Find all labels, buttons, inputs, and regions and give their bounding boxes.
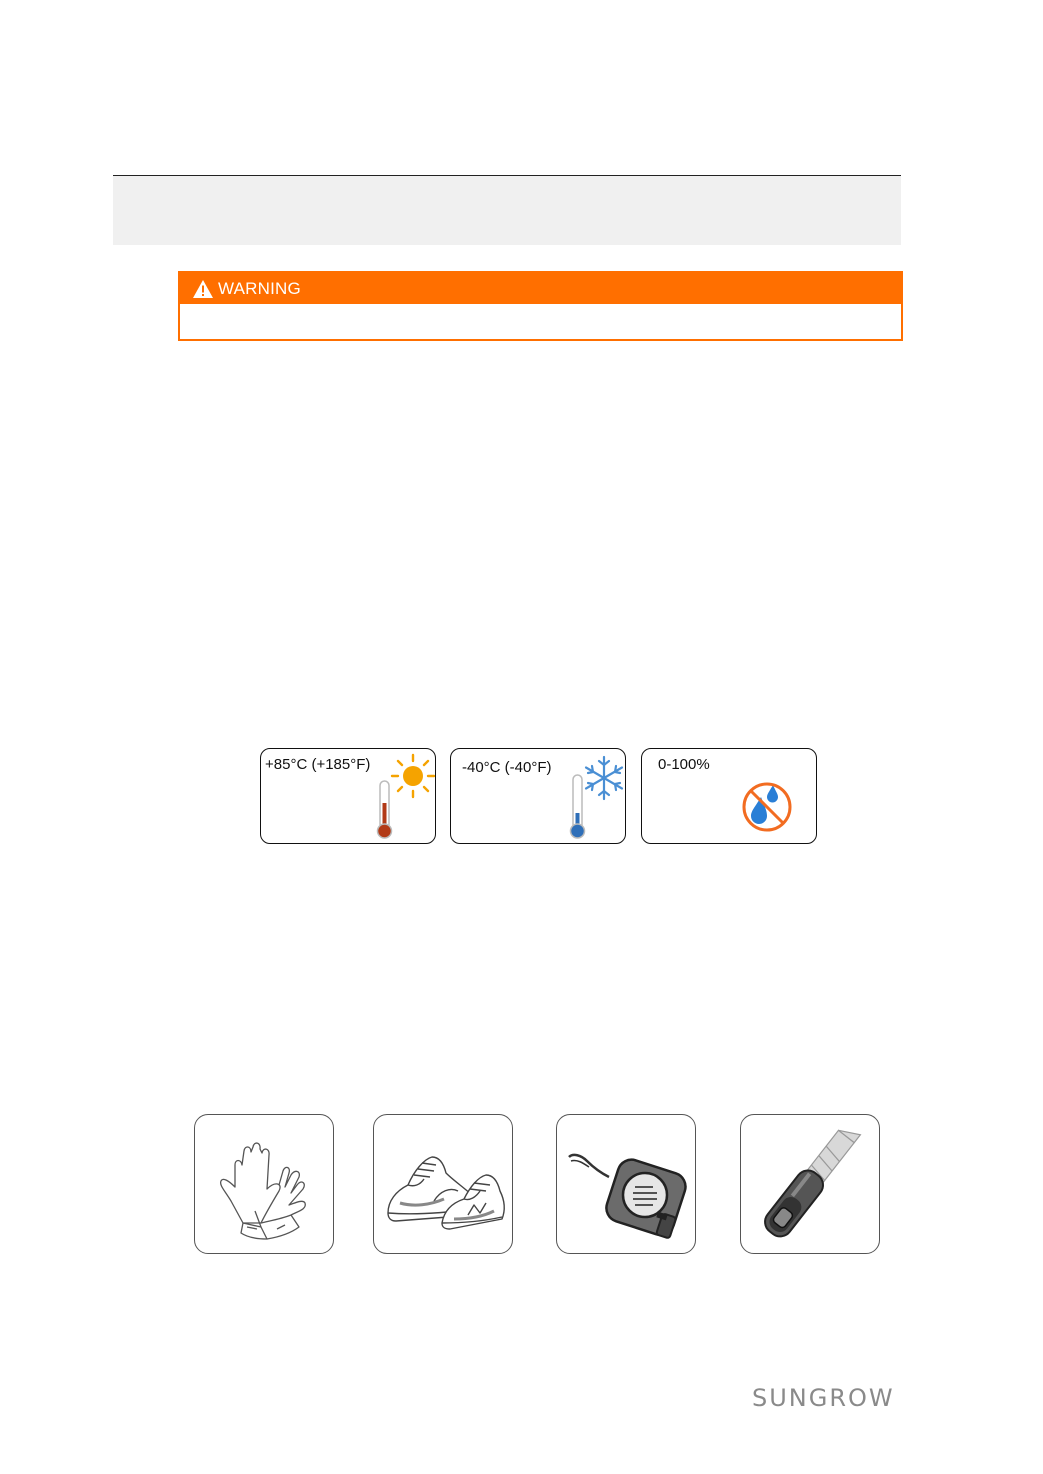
shoes-card — [373, 1114, 513, 1254]
utility-knife-card — [740, 1114, 880, 1254]
warning-box — [178, 271, 903, 341]
header-band — [113, 176, 901, 245]
protective-gloves-icon — [195, 1115, 334, 1254]
safety-shoes-icon — [374, 1115, 513, 1254]
warning-title: WARNING — [218, 278, 301, 298]
gloves-card — [194, 1114, 334, 1254]
humidity-label: 0-100% — [658, 756, 710, 773]
no-water-droplets-icon — [739, 777, 799, 837]
sungrow-logo: SUNGROW — [752, 1384, 895, 1412]
warning-header — [180, 273, 901, 304]
utility-knife-icon — [741, 1115, 880, 1254]
storage-humidity-card — [641, 748, 817, 844]
thermometer-cold-snowflake-icon — [557, 751, 627, 843]
min-temp-label: -40°C (-40°F) — [462, 759, 552, 776]
measuring-tape-icon — [557, 1115, 696, 1254]
warning-triangle-icon — [192, 279, 214, 299]
tape-measure-card — [556, 1114, 696, 1254]
storage-max-temp-card — [260, 748, 436, 844]
max-temp-label: +85°C (+185°F) — [265, 756, 371, 773]
thermometer-hot-sun-icon — [365, 751, 435, 843]
storage-min-temp-card — [450, 748, 626, 844]
